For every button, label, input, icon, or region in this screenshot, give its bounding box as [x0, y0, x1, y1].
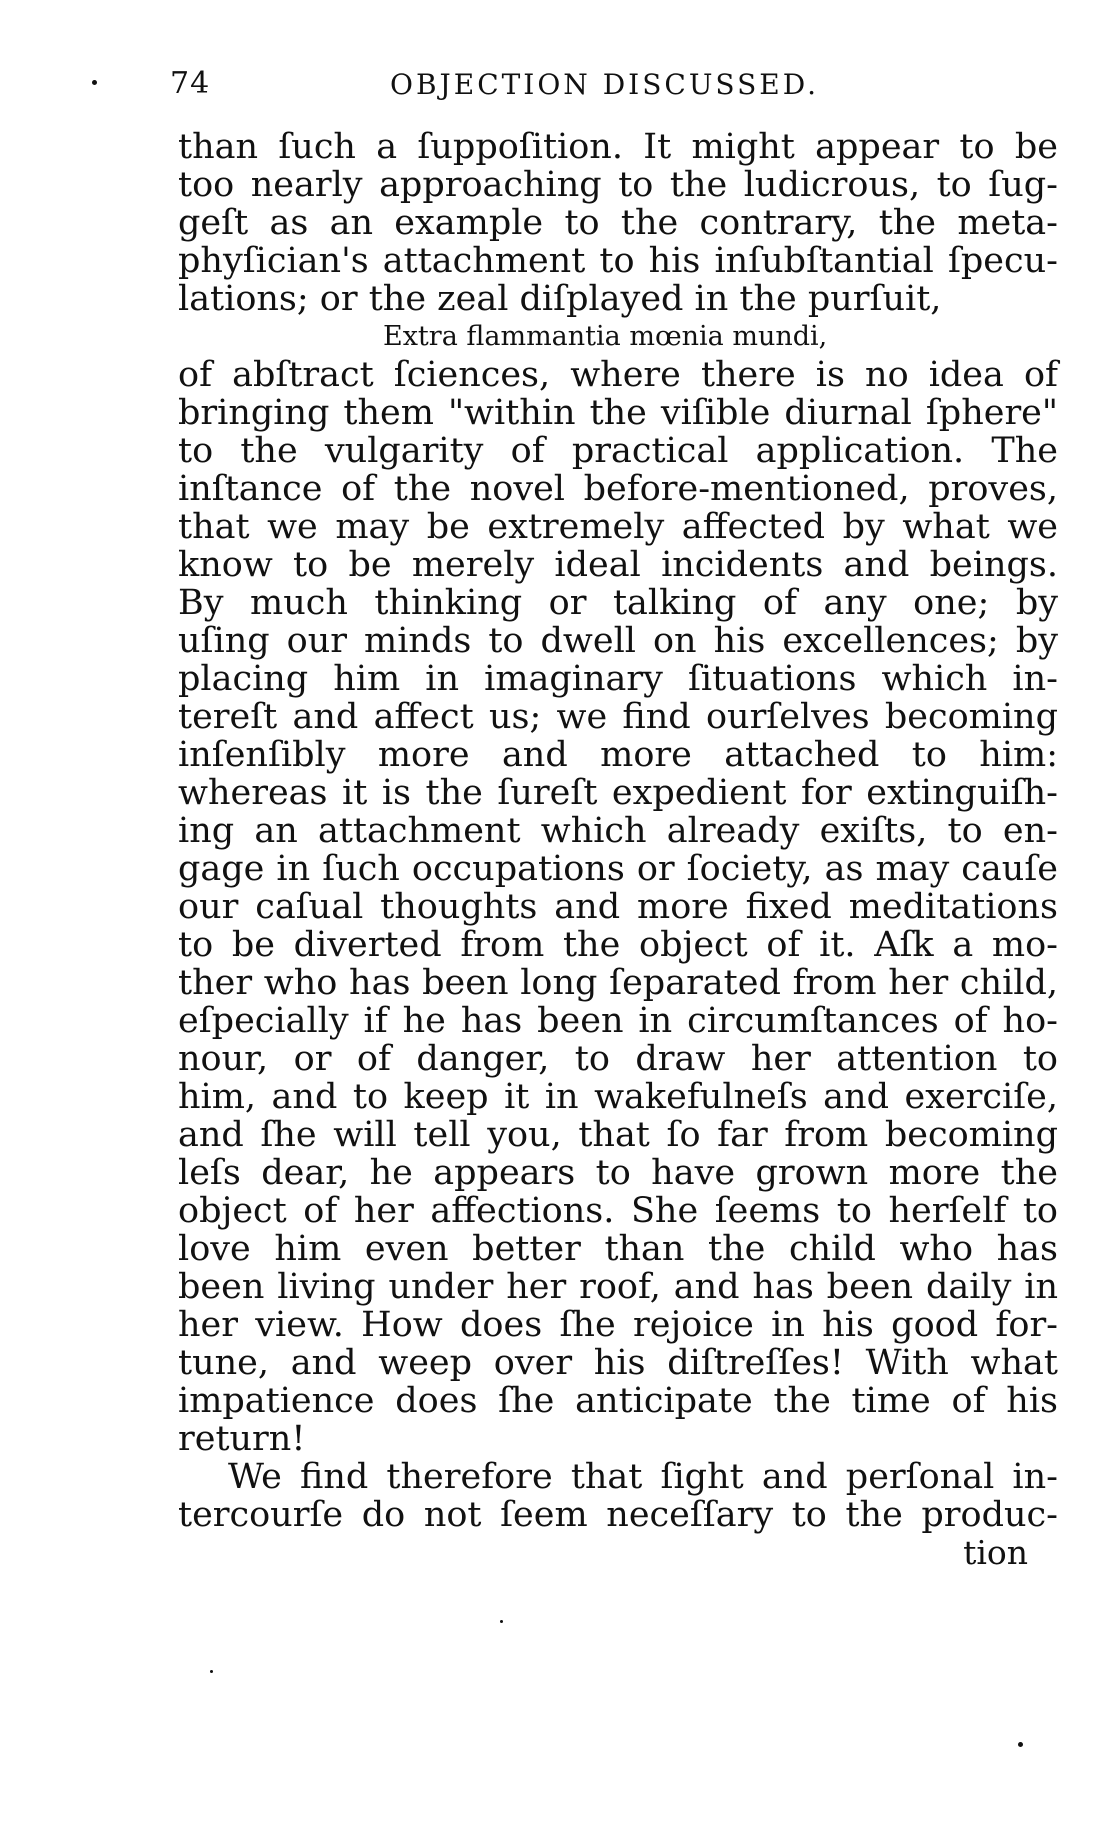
- text-line: lations; or the zeal diſplayed in the purſuit,: [178, 279, 942, 319]
- text-line: ing an attachment which already exiſts, to en-: [178, 811, 1058, 851]
- ink-speck: [210, 1670, 213, 1673]
- text-line: that we may be extremely affected by what we: [178, 507, 1058, 547]
- text-line: tune, and weep over his diſtreſſes! With what: [178, 1343, 1058, 1383]
- text-line: bringing them "within the viſible diurnal ſphere": [178, 393, 1058, 433]
- text-line: and ſhe will tell you, that ſo far from becoming: [178, 1115, 1058, 1155]
- page-number: 74: [170, 66, 211, 101]
- text-line: eſpecially if he has been in circumſtances of ho-: [178, 1001, 1058, 1041]
- text-line: of abſtract ſciences, where there is no idea of: [178, 355, 1058, 395]
- text-line: object of her affections. She ſeems to herſelf to: [178, 1191, 1058, 1231]
- text-line: her view. How does ſhe rejoice in his good for-: [178, 1305, 1058, 1345]
- text-line: return!: [178, 1419, 306, 1459]
- text-line: too nearly approaching to the ludicrous, to ſug-: [178, 165, 1058, 205]
- text-line: By much thinking or talking of any one; by: [178, 583, 1058, 623]
- text-line: uſing our minds to dwell on his excellences; by: [178, 621, 1058, 661]
- text-line: than ſuch a ſuppoſition. It might appear to be: [178, 127, 1058, 167]
- running-title: OBJECTION DISCUSSED.: [390, 68, 820, 101]
- text-line: tereſt and affect us; we find ourſelves becoming: [178, 697, 1058, 737]
- text-line: him, and to keep it in wakefulneſs and exerciſe,: [178, 1077, 1058, 1117]
- latin-quotation: Extra flammantia mœnia mundi,: [383, 321, 828, 352]
- text-line: ther who has been long ſeparated from her child,: [178, 963, 1058, 1003]
- text-line: whereas it is the ſureſt expedient for extinguiſh-: [178, 773, 1058, 813]
- page-header: [170, 60, 870, 108]
- text-line: love him even better than the child who has: [178, 1229, 1058, 1269]
- catchword: tion: [963, 1533, 1028, 1572]
- text-line: impatience does ſhe anticipate the time of his: [178, 1381, 1058, 1421]
- body-text: [178, 128, 1058, 1572]
- ink-speck: [1018, 1742, 1023, 1747]
- ink-speck: [500, 1620, 503, 1623]
- text-line: been living under her roof, and has been daily in: [178, 1267, 1058, 1307]
- text-line: gage in ſuch occupations or ſociety, as may cauſe: [178, 849, 1058, 889]
- text-line: inſenſibly more and more attached to him:: [178, 735, 1058, 775]
- text-line: inſtance of the novel before-mentioned, proves,: [178, 469, 1058, 509]
- text-line: our caſual thoughts and more fixed meditations: [178, 887, 1058, 927]
- text-line: to the vulgarity of practical application. The: [178, 431, 1058, 471]
- text-line: to be diverted from the object of it. Aſk a mo-: [178, 925, 1058, 965]
- ink-speck: [92, 80, 97, 85]
- text-line: know to be merely ideal incidents and beings.: [178, 545, 1058, 585]
- text-line: leſs dear, he appears to have grown more the: [178, 1153, 1058, 1193]
- paragraph-first-line: We find therefore that ſight and perſonal in-: [228, 1457, 1058, 1497]
- text-line: phyſician's attachment to his inſubſtantial ſpecu-: [178, 241, 1058, 281]
- text-line: geſt as an example to the contrary, the meta-: [178, 203, 1058, 243]
- text-line: nour, or of danger, to draw her attention to: [178, 1039, 1058, 1079]
- text-line: tercourſe do not ſeem neceſſary to the produc-: [178, 1495, 1058, 1535]
- text-line: placing him in imaginary ſituations which in-: [178, 659, 1058, 699]
